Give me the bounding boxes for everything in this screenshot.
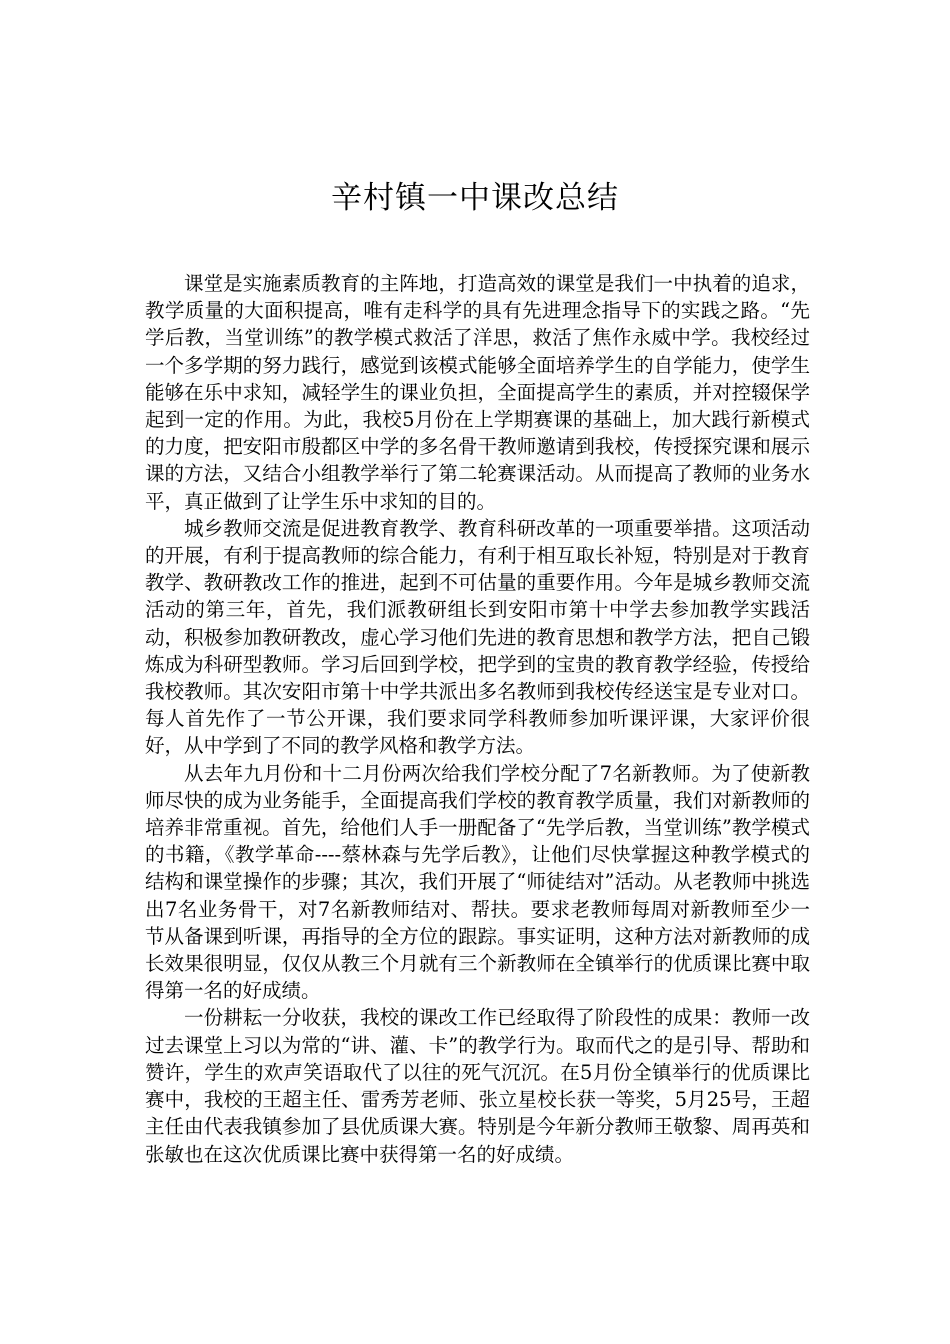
paragraph-achievements: 一份耕耘一分收获，我校的课改工作已经取得了阶段性的成果：教师一改过去课堂上习以为常的“讲、灌、卡”的教学行为。取而代之的是引导、帮助和赞许，学生的欢声笑语取代了以往的死气沉沉。在5月份全镇举行的优质课比赛中，我校的王超主任、雷秀芳老师、张立星校长获一等奖，5月25号，王超主任由代表我镇参加了县优质课大赛。特别是今年新分教师王敬黎、周再英和张敏也在这次优质课比赛中获得第一名的好成绩。 <box>145 1006 810 1166</box>
paragraph-classroom-reform: 课堂是实施素质教育的主阵地，打造高效的课堂是我们一中执着的追求，教学质量的大面积提高，唯有走科学的具有先进理念指导下的实践之路。“先学后教，当堂训练”的教学模式救活了洋思，救活了焦作永威中学。我校经过一个多学期的努力践行，感觉到该模式能够全面培养学生的自学能力，使学生能够在乐中求知，减轻学生的课业负担，全面提高学生的素质，并对控辍保学起到一定的作用。为此，我校5月份在上学期赛课的基础上，加大践行新模式的力度，把安阳市殷都区中学的多名骨干教师邀请到我校，传授探究课和展示课的方法，又结合小组教学举行了第二轮赛课活动。从而提高了教师的业务水平，真正做到了让学生乐中求知的目的。 <box>145 272 810 513</box>
document-title: 辛村镇一中课改总结 <box>331 180 619 216</box>
paragraph-new-teachers: 从去年九月份和十二月份两次给我们学校分配了7名新教师。为了使新教师尽快的成为业务能手，全面提高我们学校的教育教学质量，我们对新教师的培养非常重视。首先，给他们人手一册配备了“先学后教，当堂训练”教学模式的书籍，《教学革命----蔡林森与先学后教》，让他们尽快掌握这种教学模式的结构和课堂操作的步骤；其次，我们开展了“师徒结对”活动。从老教师中挑选出7名业务骨干，对7名新教师结对、帮扶。要求老教师每周对新教师至少一节从备课到听课，再指导的全方位的跟踪。事实证明，这种方法对新教师的成长效果很明显，仅仅从教三个月就有三个新教师在全镇举行的优质课比赛中取得第一名的好成绩。 <box>145 761 810 1003</box>
paragraph-teacher-exchange: 城乡教师交流是促进教育教学、教育科研改革的一项重要举措。这项活动的开展，有利于提高教师的综合能力，有利于相互取长补短，特别是对于教育教学、教研教改工作的推进，起到不可估量的重要作用。今年是城乡教师交流活动的第三年，首先，我们派教研组长到安阳市第十中学去参加教学实践活动，积极参加教研教改，虚心学习他们先进的教育思想和教学方法，把自己锻炼成为科研型教师。学习后回到学校，把学到的宝贵的教育教学经验，传授给我校教师。其次安阳市第十中学共派出多名教师到我校传经送宝是专业对口。每人首先作了一节公开课，我们要求同学科教师参加听课评课，大家评价很好，从中学到了不同的教学风格和教学方法。 <box>145 516 810 758</box>
document-body <box>145 270 810 1168</box>
